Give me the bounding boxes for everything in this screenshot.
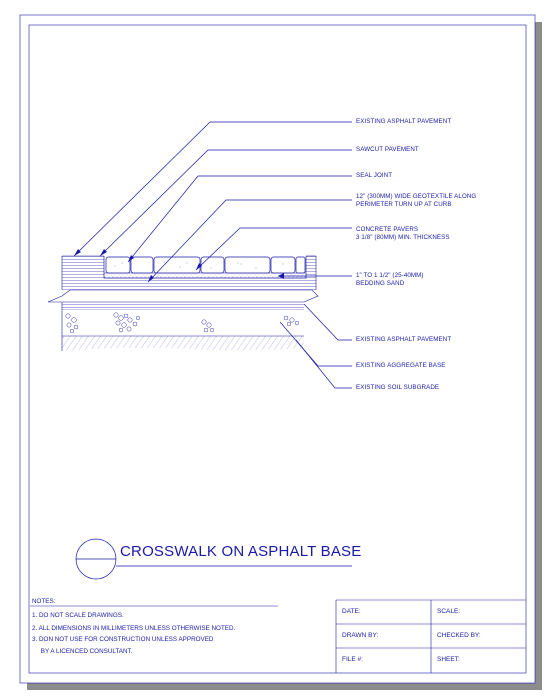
callout-pavers-line1: CONCRETE PAVERS <box>356 226 419 233</box>
section-detail <box>48 256 318 351</box>
note-item-2: 2. ALL DIMENSIONS IN MILLIMETERS UNLESS OTHERWISE NOTED. <box>32 625 236 632</box>
note-item-3: 3. DON NOT USE FOR CONSTRUCTION UNLESS APPROVED <box>32 636 214 643</box>
callout-seal-joint: SEAL JOINT <box>356 172 393 179</box>
title-block-checked-by: CHECKED BY: <box>437 632 481 639</box>
title-block-file: FILE #: <box>342 656 363 663</box>
callout-sand-line2: BEDDING SAND <box>356 280 405 287</box>
callout-existing-asphalt-bottom: EXISTING ASPHALT PAVEMENT <box>356 336 452 343</box>
title-block-sheet: SHEET: <box>437 656 460 663</box>
callout-geotextile-line1: 12" (300MM) WIDE GEOTEXTILE ALONG <box>356 193 477 200</box>
bedding-sand <box>104 273 306 278</box>
aggregate-base <box>62 310 304 336</box>
drawing-title: CROSSWALK ON ASPHALT BASE <box>120 543 362 560</box>
note-item-1: 1. DO NOT SCALE DRAWINGS. <box>32 612 124 619</box>
break-line-top <box>48 290 318 302</box>
callout-existing-asphalt-top: EXISTING ASPHALT PAVEMENT <box>356 118 452 125</box>
title-block-date: DATE: <box>342 608 361 615</box>
callout-soil-subgrade: EXISTING SOIL SUBGRADE <box>356 384 440 391</box>
callout-pavers-line2: 3 1/8" (80MM) MIN. THICKNESS <box>356 234 450 241</box>
callout-aggregate-base: EXISTING AGGREGATE BASE <box>356 362 446 369</box>
callout-sand-line1: 1" TO 1 1/2" (25-40MM) <box>356 272 424 279</box>
title-block-drawn-by: DRAWN BY: <box>342 632 379 639</box>
notes-heading: NOTES: <box>32 598 56 605</box>
callout-sawcut: SAWCUT PAVEMENT <box>356 146 419 153</box>
pavers <box>106 257 305 273</box>
note-item-4: BY A LICENCED CONSULTANT. <box>32 648 133 655</box>
title-block-scale: SCALE: <box>437 608 461 615</box>
callout-geotextile-line2: PERIMETER TURN UP AT CURB <box>356 201 452 208</box>
